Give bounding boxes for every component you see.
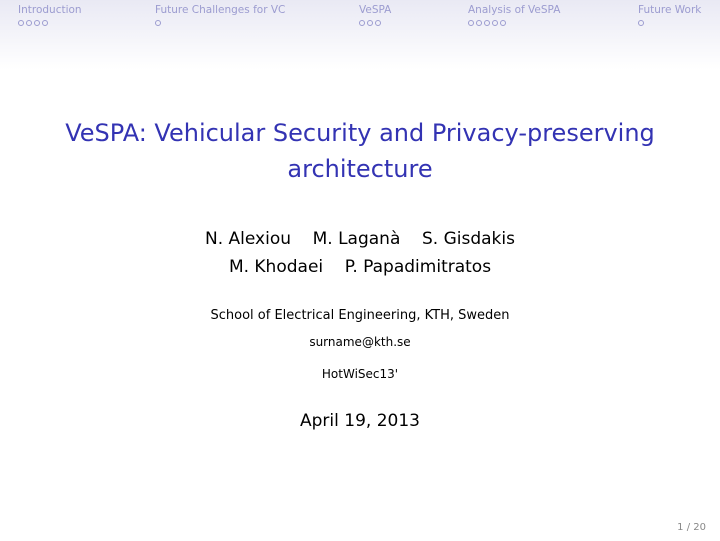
- nav-dot[interactable]: [476, 20, 482, 26]
- navigation-header: [0, 0, 720, 70]
- slide-title: [40, 115, 680, 187]
- nav-dot[interactable]: [500, 20, 506, 26]
- nav-dots-introduction: [18, 20, 48, 28]
- nav-dots-analysis: [468, 20, 506, 28]
- nav-dot[interactable]: [359, 20, 365, 26]
- nav-dots-future-challenges: [155, 20, 161, 28]
- nav-dots-vespa: [359, 20, 381, 28]
- nav-section-future-challenges[interactable]: Future Challenges for VC: [155, 4, 286, 16]
- nav-dot[interactable]: [42, 20, 48, 26]
- nav-dot[interactable]: [492, 20, 498, 26]
- nav-section-future-work[interactable]: Future Work: [638, 4, 702, 16]
- nav-dot[interactable]: [638, 20, 644, 26]
- nav-section-vespa[interactable]: VeSPA: [359, 4, 392, 16]
- nav-section-analysis[interactable]: Analysis of VeSPA: [468, 4, 561, 16]
- venue: HotWiSec13': [321, 367, 399, 381]
- nav-dot[interactable]: [367, 20, 373, 26]
- slide-title-line-2: architecture: [287, 155, 433, 183]
- nav-dot[interactable]: [375, 20, 381, 26]
- affiliation: School of Electrical Engineering, KTH, Sweden: [210, 308, 510, 323]
- slide-title-line-1: VeSPA: Vehicular Security and Privacy-preserving: [65, 119, 655, 147]
- nav-dots-future-work: [638, 20, 644, 28]
- page-number: 1 / 20: [677, 522, 706, 533]
- authors-line-2: M. Khodaei P. Papadimitratos: [228, 257, 492, 277]
- nav-section-introduction[interactable]: Introduction: [18, 4, 82, 16]
- email: surname@kth.se: [309, 335, 411, 349]
- nav-dot[interactable]: [155, 20, 161, 26]
- nav-dot[interactable]: [468, 20, 474, 26]
- nav-dot[interactable]: [18, 20, 24, 26]
- authors-line-1: N. Alexiou M. Laganà S. Gisdakis: [205, 229, 515, 249]
- nav-dot[interactable]: [484, 20, 490, 26]
- presentation-date: April 19, 2013: [300, 411, 420, 431]
- nav-dot[interactable]: [34, 20, 40, 26]
- nav-dot[interactable]: [26, 20, 32, 26]
